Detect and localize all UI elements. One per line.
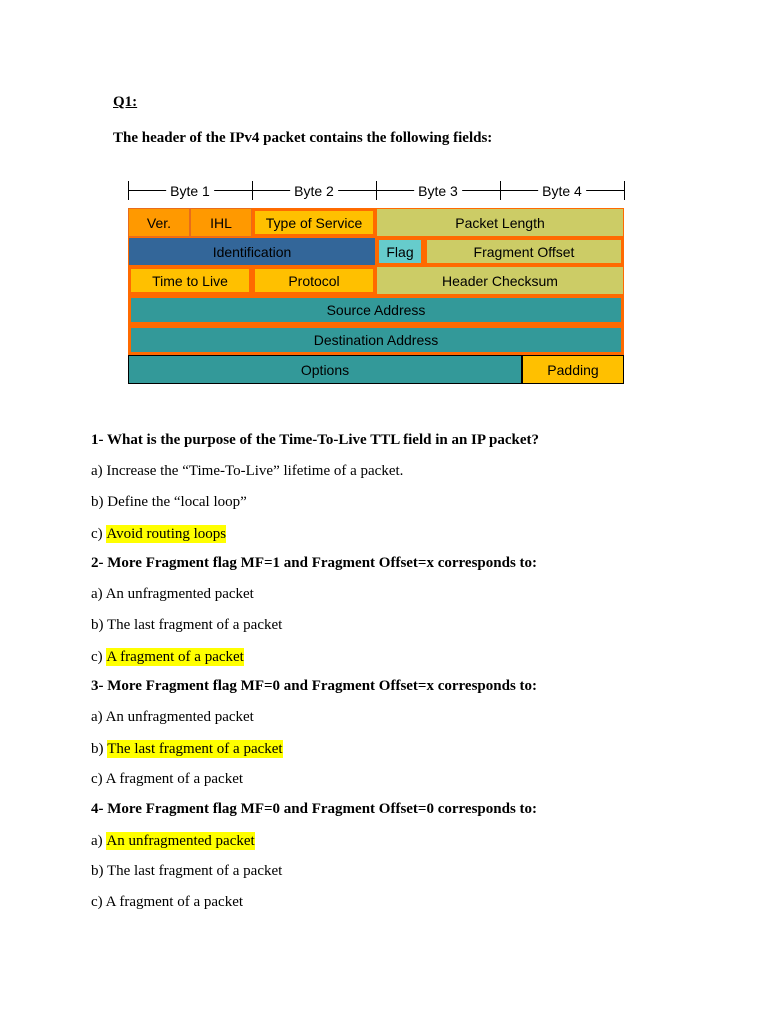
answer-option: [91, 863, 282, 880]
byte-scale-tick: [500, 181, 501, 200]
byte-scale-tick: [624, 181, 625, 200]
answer-option: [91, 463, 403, 480]
answer-option: [91, 648, 244, 666]
field-tos: Type of Service: [252, 208, 376, 237]
answer-option: [91, 494, 247, 511]
answer-option: [91, 771, 243, 788]
question-2: 2- More Fragment flag MF=1 and Fragment Offset=x corresponds to:: [91, 555, 538, 571]
answer-letter: a): [91, 833, 107, 849]
answer-letter: b): [91, 741, 108, 757]
field-protocol: Protocol: [252, 266, 376, 295]
answer-option: [91, 586, 254, 603]
question-4: 4- More Fragment flag MF=0 and Fragment Offset=0 corresponds to:: [91, 801, 538, 817]
byte-label-1: Byte 1: [166, 182, 214, 200]
byte-label-4: Byte 4: [538, 182, 586, 200]
correct-answer-text: Avoid routing loops: [106, 526, 227, 542]
answer-letter: b): [91, 863, 107, 879]
answer-text: A fragment of a packet: [105, 894, 244, 910]
byte-scale-tick: [376, 181, 377, 200]
answer-letter: c): [91, 649, 107, 665]
correct-answer-text: A fragment of a packet: [106, 649, 244, 665]
field-padding: Padding: [522, 355, 624, 384]
field-identification: Identification: [128, 237, 376, 266]
answer-text: An unfragmented packet: [105, 586, 254, 602]
answer-letter: b): [91, 617, 107, 633]
answer-letter: c): [91, 526, 107, 542]
answer-option: [91, 894, 243, 911]
byte-scale-tick: [128, 181, 129, 200]
field-options: Options: [128, 355, 522, 384]
answer-letter: b): [91, 494, 108, 510]
answer-letter: a): [91, 463, 107, 479]
answer-text: An unfragmented packet: [105, 709, 254, 725]
answer-text: The last fragment of a packet: [106, 863, 283, 879]
field-source-address: Source Address: [128, 295, 624, 325]
correct-answer-text: The last fragment of a packet: [107, 741, 283, 757]
answer-option: [91, 525, 226, 543]
answer-letter: a): [91, 586, 106, 602]
field-ttl: Time to Live: [128, 266, 252, 295]
page-title: Q1:: [113, 94, 138, 110]
answer-text: Define the “local loop”: [107, 494, 247, 510]
answer-option: [91, 617, 282, 634]
field-packet-length: Packet Length: [376, 208, 624, 237]
answer-option: [91, 832, 255, 850]
field-fragment-offset: Fragment Offset: [424, 237, 624, 266]
answer-option: [91, 740, 283, 758]
answer-letter: c): [91, 894, 106, 910]
field-header-checksum: Header Checksum: [376, 266, 624, 295]
byte-label-3: Byte 3: [414, 182, 462, 200]
intro-text: The header of the IPv4 packet contains the following fields:: [113, 130, 493, 146]
field-destination-address: Destination Address: [128, 325, 624, 355]
field-ihl: IHL: [190, 208, 252, 237]
answer-text: A fragment of a packet: [105, 771, 244, 787]
correct-answer-text: An unfragmented packet: [106, 833, 255, 849]
answer-option: [91, 709, 254, 726]
question-1: 1- What is the purpose of the Time-To-Live TTL field in an IP packet?: [91, 432, 539, 448]
answer-letter: c): [91, 771, 106, 787]
question-3: 3- More Fragment flag MF=0 and Fragment Offset=x corresponds to:: [91, 678, 538, 694]
field-flag: Flag: [376, 237, 424, 266]
answer-text: The last fragment of a packet: [106, 617, 283, 633]
byte-scale-tick: [252, 181, 253, 200]
field-ver: Ver.: [128, 208, 190, 237]
answer-text: Increase the “Time-To-Live” lifetime of a packet.: [106, 463, 404, 479]
answer-letter: a): [91, 709, 106, 725]
byte-label-2: Byte 2: [290, 182, 338, 200]
